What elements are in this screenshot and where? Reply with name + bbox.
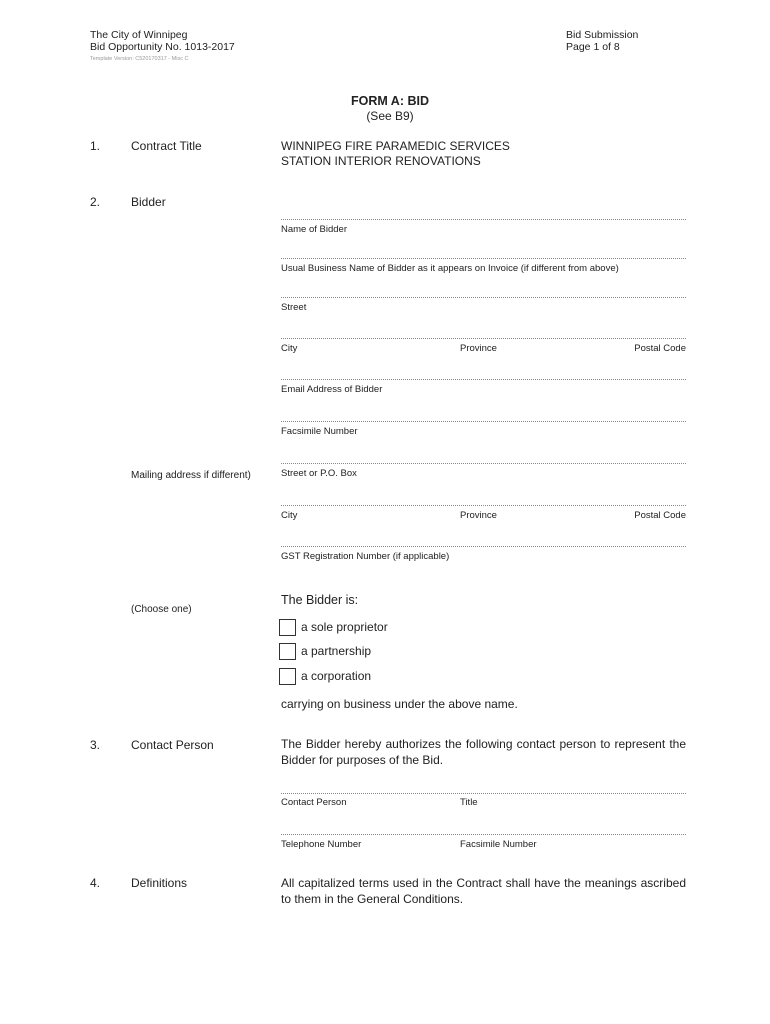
section-2-label: Bidder xyxy=(131,195,166,209)
mailing-city-line[interactable] xyxy=(281,505,686,506)
bidder-is-heading: The Bidder is: xyxy=(281,593,359,607)
po-box-line[interactable] xyxy=(281,463,686,464)
city-label: City xyxy=(281,343,298,354)
definitions-text: All capitalized terms used in the Contract shall have the meanings ascribed to them in the General Conditions. xyxy=(281,876,686,906)
header-page-number: Page 1 of 8 xyxy=(566,41,620,53)
po-box-label: Street or P.O. Box xyxy=(281,468,357,479)
facsimile-label: Facsimile Number xyxy=(281,426,358,437)
choose-one-label: (Choose one) xyxy=(131,604,192,615)
contact-facsimile-label: Facsimile Number xyxy=(460,839,537,850)
header-bid-opportunity: Bid Opportunity No. 1013-2017 xyxy=(90,41,235,53)
street-line[interactable] xyxy=(281,297,686,298)
corporation-checkbox[interactable] xyxy=(279,668,296,685)
mailing-postal-code-label: Postal Code xyxy=(634,510,686,521)
section-1-number: 1. xyxy=(90,139,101,153)
postal-code-label: Postal Code xyxy=(634,343,686,354)
usual-business-name-line[interactable] xyxy=(281,258,686,259)
province-label: Province xyxy=(460,343,497,354)
sole-proprietor-checkbox[interactable] xyxy=(279,619,296,636)
name-of-bidder-line[interactable] xyxy=(281,219,686,220)
telephone-label: Telephone Number xyxy=(281,839,362,850)
contract-title-line2: STATION INTERIOR RENOVATIONS xyxy=(281,154,481,168)
header-city: The City of Winnipeg xyxy=(90,29,188,41)
mailing-province-label: Province xyxy=(460,510,497,521)
header-template-note: Template Version: C520170317 - Misc C xyxy=(90,56,189,62)
city-province-postal-line[interactable] xyxy=(281,338,686,339)
telephone-line[interactable] xyxy=(281,834,686,835)
facsimile-line[interactable] xyxy=(281,421,686,422)
email-label: Email Address of Bidder xyxy=(281,384,383,395)
email-line[interactable] xyxy=(281,379,686,380)
mailing-city-label: City xyxy=(281,510,298,521)
contact-person-label: Contact Person xyxy=(281,797,347,808)
section-3-label: Contact Person xyxy=(131,738,214,752)
section-4-label: Definitions xyxy=(131,876,188,890)
contract-title-line1: WINNIPEG FIRE PARAMEDIC SERVICES xyxy=(281,139,510,153)
sole-proprietor-label: a sole proprietor xyxy=(301,620,388,634)
section-2-number: 2. xyxy=(90,195,101,209)
partnership-label: a partnership xyxy=(301,644,372,658)
form-subtitle: (See B9) xyxy=(366,109,414,123)
partnership-checkbox[interactable] xyxy=(279,643,296,660)
form-title: FORM A: BID xyxy=(351,94,429,108)
gst-label: GST Registration Number (if applicable) xyxy=(281,551,450,562)
street-label: Street xyxy=(281,302,307,313)
usual-business-name-label: Usual Business Name of Bidder as it appears on Invoice (if different from above) xyxy=(281,263,619,274)
header-bid-submission: Bid Submission xyxy=(566,29,639,41)
contact-person-text: The Bidder hereby authorizes the following contact person to represent the Bidder for purposes of the Bid. xyxy=(281,737,686,767)
carrying-on-business-text: carrying on business under the above name. xyxy=(281,697,518,711)
name-of-bidder-label: Name of Bidder xyxy=(281,224,348,235)
contact-person-line[interactable] xyxy=(281,793,686,794)
section-3-number: 3. xyxy=(90,738,101,752)
gst-line[interactable] xyxy=(281,546,686,547)
section-1-label: Contract Title xyxy=(131,139,202,153)
contact-title-label: Title xyxy=(460,797,478,808)
corporation-label: a corporation xyxy=(301,669,372,683)
section-4-number: 4. xyxy=(90,876,101,890)
mailing-address-label: Mailing address if different) xyxy=(131,470,251,481)
